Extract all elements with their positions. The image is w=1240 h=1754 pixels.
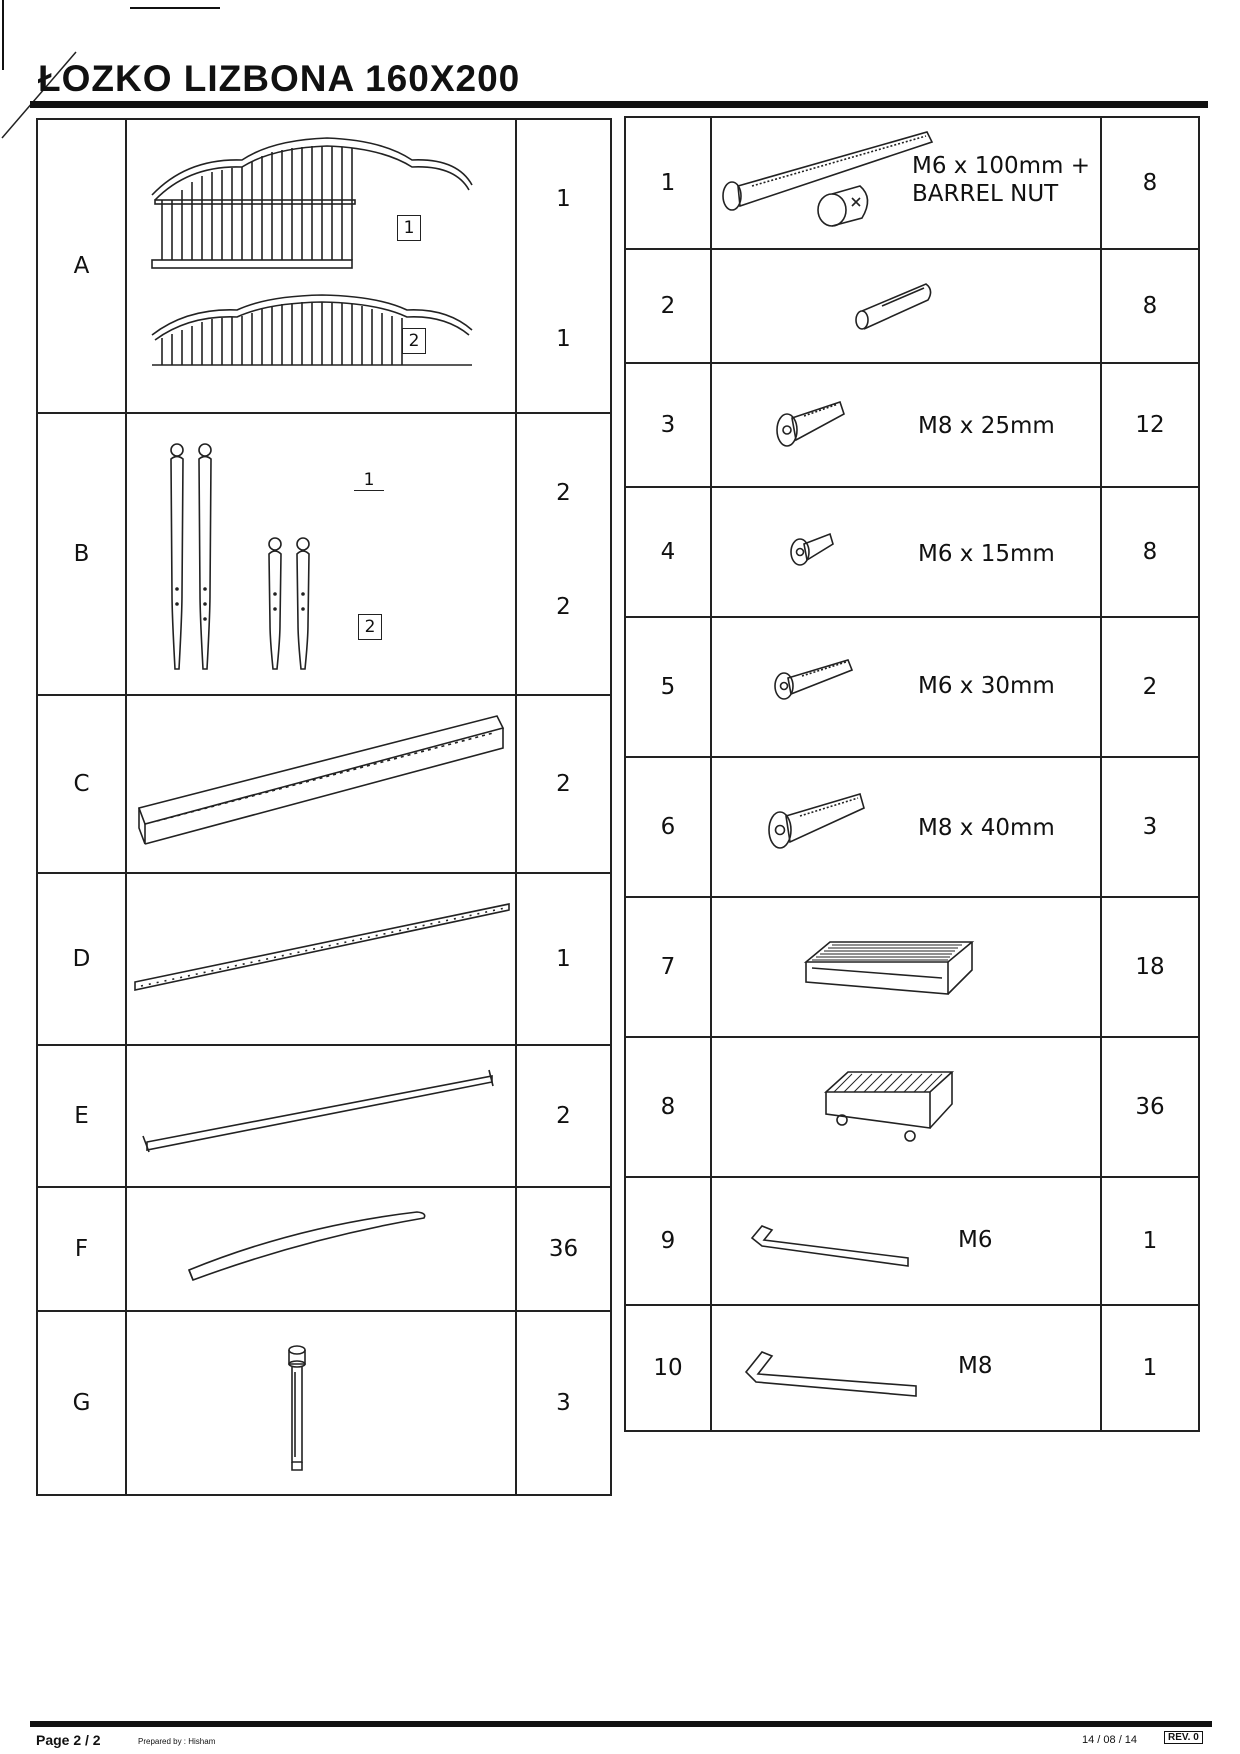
part-label: G (37, 1311, 126, 1495)
hardware-image-1 (711, 117, 1101, 249)
slat-holder-drawing (712, 898, 1102, 1036)
dowel-drawing (712, 250, 1102, 362)
hardware-qty: 12 (1101, 363, 1199, 487)
hardware-row-1 (625, 117, 1199, 249)
part-label: E (37, 1045, 126, 1187)
part-image-f (126, 1187, 516, 1311)
hardware-row-7 (625, 897, 1199, 1037)
hardware-qty: 8 (1101, 117, 1199, 249)
part-row-d (37, 873, 611, 1045)
part-label: A (37, 119, 126, 413)
side-rail-drawing (127, 696, 517, 872)
part-image-c (126, 695, 516, 873)
part-row-e (37, 1045, 611, 1187)
hardware-desc: M6 x 15mm (918, 541, 1055, 567)
hardware-qty: 1 (1101, 1305, 1199, 1431)
part-image-b (126, 413, 516, 695)
hardware-row-10 (625, 1305, 1199, 1431)
hardware-row-8 (625, 1037, 1199, 1177)
hardware-image-6 (711, 757, 1101, 897)
part-image-a (126, 119, 516, 413)
part-qty (516, 119, 611, 413)
footer-rule (30, 1721, 1212, 1727)
document-date: 14 / 08 / 14 (1082, 1734, 1138, 1746)
hardware-num: 3 (625, 363, 711, 487)
prepared-by: Prepared by : Hisham (138, 1737, 216, 1746)
document-title: ŁOZKO LIZBONA 160X200 (38, 58, 521, 99)
title-rule (30, 101, 1208, 108)
part-image-g (126, 1311, 516, 1495)
allen-key-m8-drawing (712, 1306, 1102, 1430)
hardware-row-9 (625, 1177, 1199, 1305)
parts-table (36, 118, 612, 1496)
hardware-desc: M6 x 30mm (918, 673, 1055, 699)
part-qty: 2 (516, 695, 611, 873)
headboard-drawing (127, 120, 517, 410)
hardware-image-7 (711, 897, 1101, 1037)
hardware-num: 2 (625, 249, 711, 363)
part-row-c (37, 695, 611, 873)
hardware-row-4 (625, 487, 1199, 617)
part-label: C (37, 695, 126, 873)
part-label: B (37, 413, 126, 695)
hardware-qty: 18 (1101, 897, 1199, 1037)
hardware-image-10 (711, 1305, 1101, 1431)
hardware-num: 5 (625, 617, 711, 757)
hardware-image-5 (711, 617, 1101, 757)
part-row-g (37, 1311, 611, 1495)
part-qty: 3 (516, 1311, 611, 1495)
part-row-a (37, 119, 611, 413)
scan-mark-top (130, 7, 220, 9)
hardware-qty: 8 (1101, 249, 1199, 363)
qty-line-2: 2 (556, 594, 571, 620)
hardware-num: 4 (625, 487, 711, 617)
hardware-desc-line2: BARREL NUT (912, 181, 1059, 207)
hardware-desc: M8 x 40mm (918, 815, 1055, 841)
revision-badge: REV. 0 (1164, 1731, 1203, 1744)
hardware-qty: 3 (1101, 757, 1199, 897)
part-qty: 36 (516, 1187, 611, 1311)
page-number: Page 2 / 2 (36, 1732, 101, 1748)
hardware-desc: M8 (958, 1353, 993, 1379)
center-rail-drawing (127, 874, 517, 1044)
part-qty: 2 (516, 1045, 611, 1187)
sub-label-1: 1 (354, 470, 384, 491)
part-qty: 1 (516, 873, 611, 1045)
hardware-row-6 (625, 757, 1199, 897)
part-qty (516, 413, 611, 695)
hardware-desc: M6 (958, 1227, 993, 1253)
slat-drawing (127, 1188, 517, 1310)
slat-cap-drawing (712, 1038, 1102, 1176)
hardware-image-2 (711, 249, 1101, 363)
hardware-qty: 36 (1101, 1037, 1199, 1177)
qty-line-1: 2 (556, 480, 571, 506)
hardware-desc-line1: M6 x 100mm + (912, 153, 1091, 179)
part-image-d (126, 873, 516, 1045)
part-label: F (37, 1187, 126, 1311)
hardware-num: 6 (625, 757, 711, 897)
hardware-num: 7 (625, 897, 711, 1037)
hardware-image-4 (711, 487, 1101, 617)
hardware-row-5 (625, 617, 1199, 757)
bed-legs-drawing (127, 414, 517, 694)
support-leg-drawing (127, 1312, 517, 1494)
hardware-desc: M8 x 25mm (918, 413, 1055, 439)
sub-label-2: 2 (358, 614, 382, 640)
hardware-num: 8 (625, 1037, 711, 1177)
part-row-b (37, 413, 611, 695)
hardware-num: 9 (625, 1177, 711, 1305)
hardware-table (624, 116, 1200, 1432)
sub-label-2: 2 (402, 328, 426, 354)
hardware-qty: 1 (1101, 1177, 1199, 1305)
hardware-num: 10 (625, 1305, 711, 1431)
part-image-e (126, 1045, 516, 1187)
part-row-f (37, 1187, 611, 1311)
part-label: D (37, 873, 126, 1045)
qty-line-1: 1 (556, 186, 571, 212)
hardware-row-2 (625, 249, 1199, 363)
hardware-qty: 2 (1101, 617, 1199, 757)
sub-label-1: 1 (397, 215, 421, 241)
hardware-row-3 (625, 363, 1199, 487)
hardware-image-3 (711, 363, 1101, 487)
hardware-num: 1 (625, 117, 711, 249)
hardware-image-9 (711, 1177, 1101, 1305)
qty-line-2: 1 (556, 326, 571, 352)
hardware-image-8 (711, 1037, 1101, 1177)
support-bar-drawing (127, 1046, 517, 1186)
hardware-qty: 8 (1101, 487, 1199, 617)
allen-key-m6-drawing (712, 1178, 1102, 1304)
